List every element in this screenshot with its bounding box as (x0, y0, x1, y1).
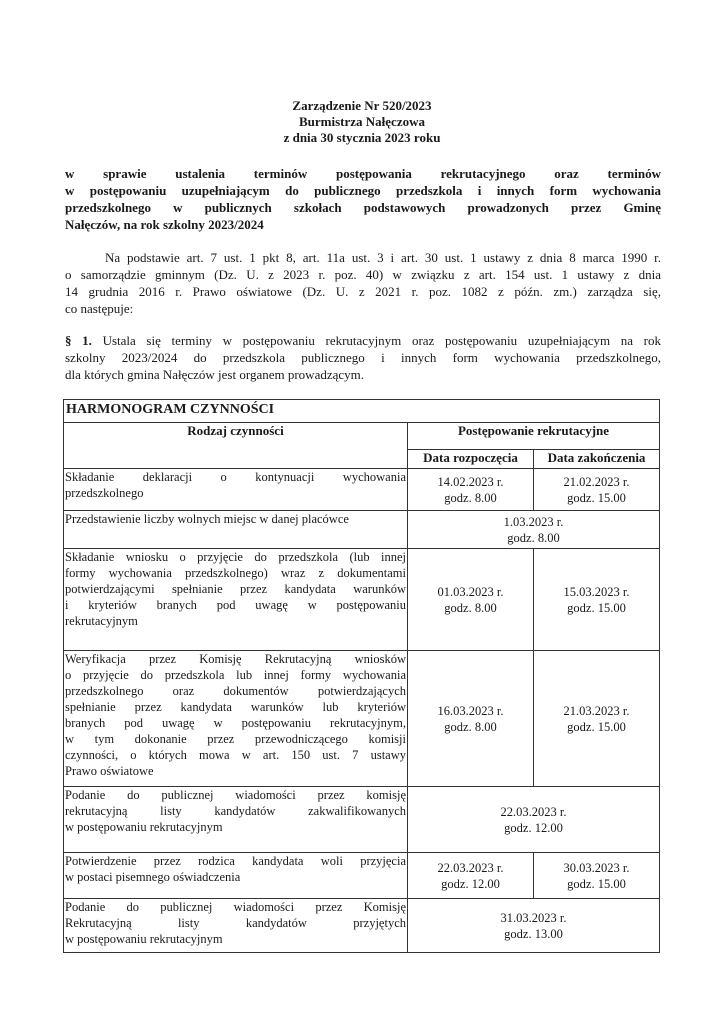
section-1 (65, 332, 661, 383)
table-row (64, 651, 660, 787)
legal-basis (65, 249, 661, 317)
decree-subject (65, 165, 661, 233)
section-1-line: szkolny 2023/2024 do przedszkola publicznego i innych form wychowania przedszkolnego, (65, 350, 661, 365)
table-row (64, 787, 660, 853)
start-date-cell: 16.03.2023 r. godz. 8.00 (408, 651, 534, 787)
table-row (64, 469, 660, 511)
schedule-table (63, 399, 660, 953)
activity-cell: Weryfikacja przez Komisję Rekrutacyjną wniosków o przyjęcie do przedszkola lub innej formy wychowania przedszkolnego oraz dokumentów potwierdzających spełnianie przez kandydata warunków lub kryteriów branych pod uwagę w postępowaniu rekrutacyjnym, w tym dokonanie przez przewodniczącego komisji czynności, o których mowa w art. 150 ust. 7 ustawy Prawo oświatowe (64, 651, 408, 787)
section-mark: § 1. (65, 333, 92, 348)
activity-cell: Potwierdzenie przez rodzica kandydata woli przyjęcia w postaci pisemnego oświadczenia (64, 853, 408, 899)
end-date-cell: 21.02.2023 r. godz. 15.00 (534, 469, 660, 511)
end-date-cell: 21.03.2023 r. godz. 15.00 (534, 651, 660, 787)
section-1-line: dla których gmina Nałęczów jest organem prowadzącym. (65, 367, 365, 382)
decree-issuer: Burmistrza Nałęczowa (299, 114, 425, 129)
table-header-row (64, 423, 660, 450)
activity-cell: Podanie do publicznej wiadomości przez Komisję Rekrutacyjną listy kandydatów przyjętych w postępowaniu rekrutacyjnym (64, 899, 408, 953)
header-start-date: Data rozpoczęcia (408, 450, 534, 469)
table-row (64, 899, 660, 953)
subject-line: Nałęczów, na rok szkolny 2023/2024 (65, 217, 264, 232)
section-1-line: § 1. Ustala się terminy w postępowaniu rekrutacyjnym oraz postępowaniu uzupełniającym na rok (65, 333, 662, 348)
end-date-cell: 15.03.2023 r. godz. 15.00 (534, 549, 660, 651)
end-date-cell: 30.03.2023 r. godz. 15.00 (534, 853, 660, 899)
basis-line: Na podstawie art. 7 ust. 1 pkt 8, art. 11a ust. 3 i art. 30 ust. 1 ustawy z dnia 8 marca 1990 r. (105, 250, 661, 265)
start-date-cell: 14.02.2023 r. godz. 8.00 (408, 469, 534, 511)
table-row (64, 853, 660, 899)
subject-line: przedszkolnego w publicznych szkołach podstawowych prowadzonych przez Gminę (65, 200, 661, 215)
basis-line: co następuje: (65, 301, 134, 316)
header-procedure: Postępowanie rekrutacyjne (408, 423, 660, 450)
activity-cell: Przedstawienie liczby wolnych miejsc w danej placówce (64, 511, 408, 549)
start-date-cell: 22.03.2023 r. godz. 12.00 (408, 853, 534, 899)
table-row (64, 511, 660, 549)
subject-line: w sprawie ustalenia terminów postępowania rekrutacyjnego oraz terminów (65, 166, 661, 181)
activity-cell: Składanie deklaracji o kontynuacji wychowania przedszkolnego (64, 469, 408, 511)
decree-date: z dnia 30 stycznia 2023 roku (283, 130, 441, 145)
basis-line: o samorządzie gminnym (Dz. U. z 2023 r. poz. 40) w związku z art. 154 ust. 1 ustawy z dnia (65, 267, 661, 282)
start-date-cell: 01.03.2023 r. godz. 8.00 (408, 549, 534, 651)
activity-cell: Składanie wniosku o przyjęcie do przedszkola (lub innej formy wychowania przedszkolnego) wraz z dokumentami potwierdzającymi spełnianie przez kandydata warunków i kryteriów branych pod uwagę w postępowaniu rekrutacyjnym (64, 549, 408, 651)
subject-line: w postępowaniu uzupełniającym do publicznego przedszkola i innych form wychowania (65, 183, 661, 198)
basis-line: 14 grudnia 2016 r. Prawo oświatowe (Dz. U. z 2021 r. poz. 1082 z późn. zm.) zarządza się, (65, 284, 661, 299)
date-cell: 1.03.2023 r. godz. 8.00 (408, 511, 660, 549)
date-cell: 22.03.2023 r. godz. 12.00 (408, 787, 660, 853)
table-row (64, 549, 660, 651)
header-activity: Rodzaj czynności (64, 423, 408, 469)
date-cell: 31.03.2023 r. godz. 13.00 (408, 899, 660, 953)
decree-number: Zarządzenie Nr 520/2023 (292, 98, 432, 113)
table-title: HARMONOGRAM CZYNNOŚCI (64, 400, 660, 423)
activity-cell: Podanie do publicznej wiadomości przez komisję rekrutacyjną listy kandydatów zakwalifikowanych w postępowaniu rekrutacyjnym (64, 787, 408, 853)
header-end-date: Data zakończenia (534, 450, 660, 469)
table-title-row (64, 400, 660, 423)
